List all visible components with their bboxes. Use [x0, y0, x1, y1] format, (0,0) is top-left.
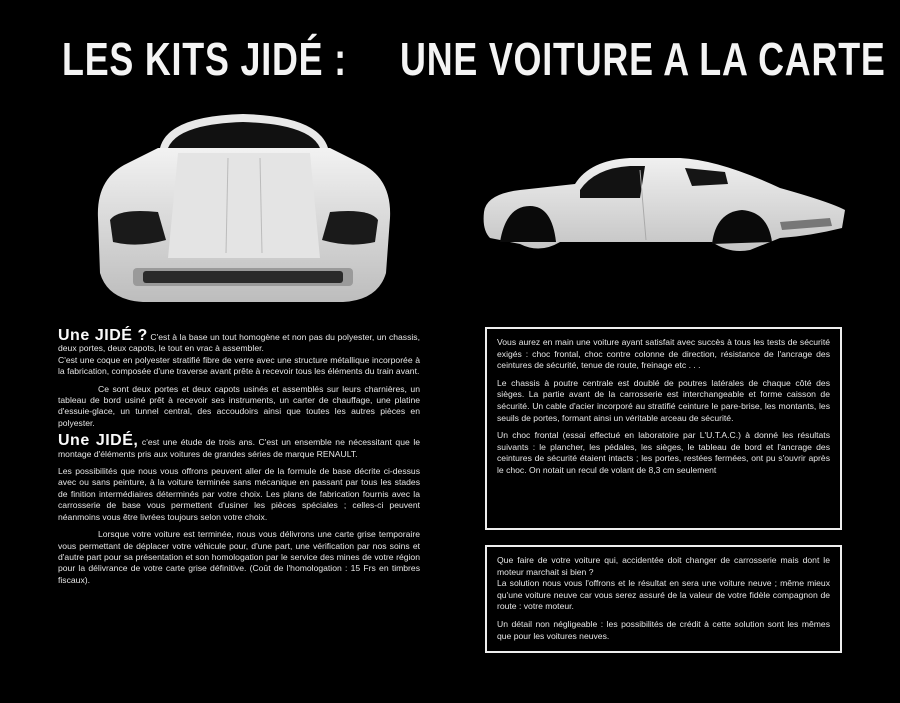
repair-box	[485, 545, 842, 653]
repair-para-3: Un détail non négligeable : les possibilités de crédit à cette solution sont les mêmes que pour les voitures neuves.	[497, 618, 830, 641]
repair-para-2: La solution nous vous l'offrons et le résultat en sera une voiture neuve ; même mieux qu'une voiture neuve car vous serez assuré de la valeur de votre fidèle compagnon de route : votre moteur.	[497, 578, 830, 612]
security-para-2: Le chassis à poutre centrale est doublé de poutres latérales de chaque côté des sièges. La partie avant de la carrosserie est interchangeable et forme caisson de sécurité. Un cable d'acier incorporé au stratifié ceinture le pare-brise, les montants, les seuils de portes, formant ainsi un véritable arceau de sécurité.	[497, 377, 830, 423]
intro-text: C'est à la base un tout homogène et non pas du polyester, un chassis, deux portes, deux capots, le tout en vrac à assembler.	[58, 332, 420, 354]
carte-grise-paragraph: Lorsque votre voiture est terminée, nous vous délivrons une carte grise temporaire vous permettant de déplacer votre véhicule pour, d'une part, une vérification par nos soins et d'autre part pour sa présentation et son homologation par le service des mines de votre région pour la délivrance de votre carte grise définitive. (Coût de l'homologation : 15 Frs en timbres fiscaux).	[58, 529, 420, 585]
security-para-3: Un choc frontal (essai effectué en laboratoire par L'U.T.A.C.) à donné les résultats suivants : le plancher, les pédales, les sièges, le tableau de bord et l'ancrage des ceintures de sécurité étaient intacts ; les portes, restées fermées, ont pu s'ouvrir après le choc. On notait un recul de volant de 8,3 cm seulement	[497, 430, 830, 475]
page-title-right: UNE VOITURE A LA CARTE	[400, 33, 886, 85]
lead-heading-1: Une JIDÉ ?	[58, 327, 148, 344]
security-box	[485, 327, 842, 530]
possibilites-paragraph: Les possibilités que nous vous offrons peuvent aller de la formule de base décrite ci-dessus avec ou sans peinture, à la voiture terminée sans mécanique en passant par tous les stades de finition intermédiaires déterminés par votre choix. Les plans de fabrication fournis avec la carrosserie de base vous permettent d'usiner les pièces spéciales ; celles-ci peuvent néanmoins vous être livrées toujours selon votre choix.	[58, 466, 420, 522]
car-side-photo	[480, 150, 850, 270]
security-para-1: Vous aurez en main une voiture ayant satisfait avec succès à tous les tests de sécurité exigés : choc frontal, choc contre colonne de direction, résistance de l'ancrage des ceintures de sécurité, tenue de route, freinage etc . . .	[497, 337, 830, 371]
etude-paragraph	[58, 432, 421, 460]
coque-paragraph: C'est une coque en polyester stratifié fibre de verre avec une structure métallique incorporée à la fabrication, composée d'une traverse avant prête à recevoir tous les éléments du train avant.	[58, 354, 420, 377]
left-article-column	[58, 327, 421, 592]
portes-paragraph: Ce sont deux portes et deux capots usinés et assemblés sur leurs charnières, un tableau de bord usiné prêt à recevoir ses instruments, un carter de chauffage, une platine d'essuie-glace, un tunnel central, des accoudoirs ainsi que toutes les autres pièces en polyester.	[58, 383, 420, 428]
car-front-photo	[88, 108, 398, 308]
repair-para-1: Que faire de votre voiture qui, accidentée doit changer de carrosserie mais dont le moteur marchait si bien ?	[497, 555, 830, 577]
lead-heading-2: Une JIDÉ,	[58, 432, 139, 450]
page-title-left: LES KITS JIDÉ :	[62, 33, 347, 85]
intro-paragraph	[58, 327, 420, 355]
etude-text: c'est une étude de trois ans. C'est un ensemble ne nécessitant que le montage d'éléments pris aux voitures de grandes séries de marque RENAULT.	[58, 437, 421, 459]
